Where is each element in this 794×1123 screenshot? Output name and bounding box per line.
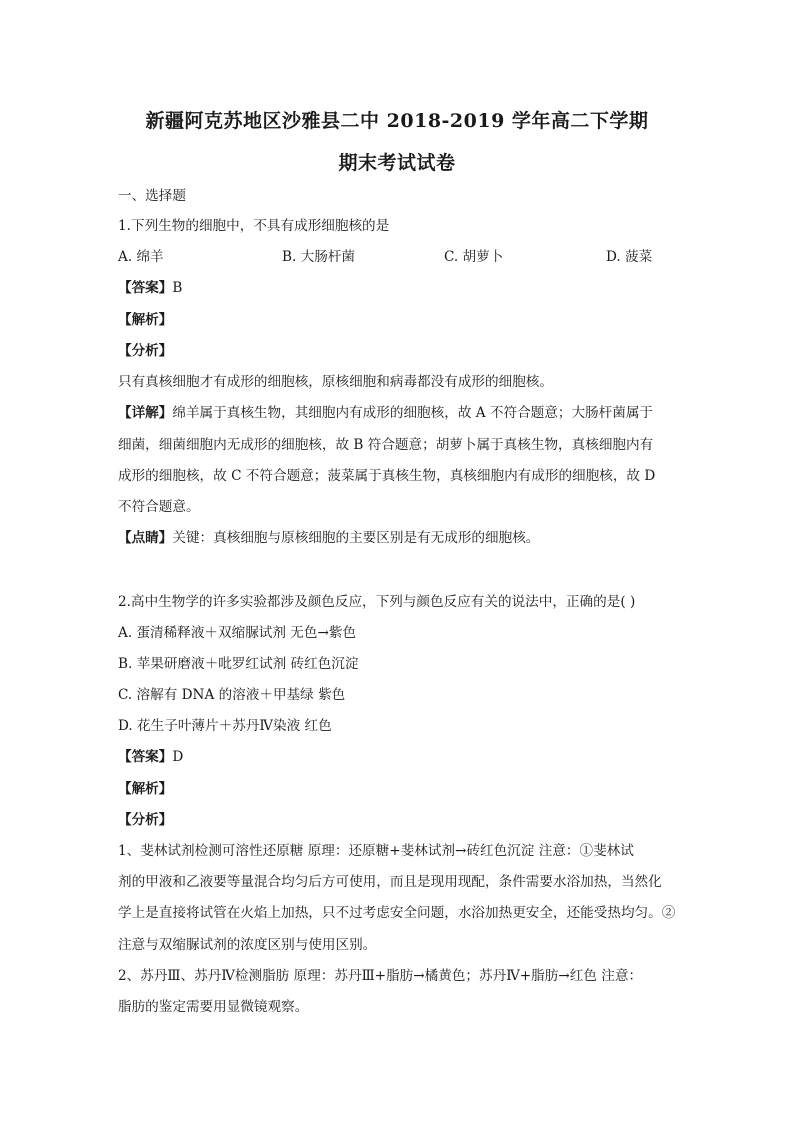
document-title-line2: 期末考试试卷 [338, 152, 456, 174]
q1-xiangjie-line3: 成形的细胞核，故 C 不符合题意；菠菜属于真核生物，真核细胞内有成形的细胞核，故 D [118, 468, 656, 484]
q2-fenxi-line3: 学上是直接将试管在火焰上加热，只不过考虑安全问题，水浴加热更安全，还能受热均匀。② [118, 905, 676, 921]
q2-option-a: A. 蛋清稀释液＋双缩脲试剂 无色→紫色 [118, 625, 357, 641]
xiangjie-label: 【详解】 [118, 405, 173, 421]
q1-option-b: B. 大肠杆菌 [282, 249, 356, 265]
answer-value: B [172, 280, 183, 296]
q2-fenxi-line2: 剂的甲液和乙液要等量混合均匀后方可使用，而且是现用现配，条件需要水浴加热，当然化 [118, 874, 662, 890]
q2-option-d: D. 花生子叶薄片＋苏丹Ⅳ染液 红色 [118, 718, 332, 734]
q2-fenxi-label: 【分析】 [118, 812, 173, 828]
q1-option-c: C. 胡萝卜 [444, 249, 504, 265]
q1-option-a: A. 绵羊 [118, 249, 164, 265]
q1-jiexi-label: 【解析】 [118, 312, 173, 328]
q2-fenxi-line4: 注意与双缩脲试剂的浓度区别与使用区别。 [118, 937, 377, 953]
q1-fenxi-text: 只有真核细胞才有成形的细胞核，原核细胞和病毒都没有成形的细胞核。 [118, 374, 553, 390]
answer-value: D [172, 749, 184, 765]
q2-fenxi-line5: 2、苏丹Ⅲ、苏丹Ⅳ检测脂肪 原理：苏丹Ⅲ+脂肪→橘黄色；苏丹Ⅳ+脂肪→红色 注意： [118, 968, 643, 984]
q2-answer [118, 747, 688, 767]
q2-jiexi-label: 【解析】 [118, 781, 173, 797]
q1-xiangjie-line4: 不符合题意。 [118, 499, 200, 515]
xiangjie-text: 绵羊属于真核生物，其细胞内有成形的细胞核，故 A 不符合题意；大肠杆菌属于 [172, 405, 654, 421]
document-title-line1: 新疆阿克苏地区沙雅县二中 2018-2019 学年高二下学期 [145, 110, 649, 132]
q1-fenxi-label: 【分析】 [118, 343, 173, 359]
q1-stem: 1.下列生物的细胞中，不具有成形细胞核的是 [118, 218, 390, 234]
dianjing-text: 关键：真核细胞与原核细胞的主要区别是有无成形的细胞核。 [172, 530, 540, 546]
q1-answer [118, 278, 688, 298]
q1-xiangjie-line1 [118, 403, 688, 423]
q1-option-d: D. 菠菜 [606, 249, 653, 265]
answer-label: 【答案】 [118, 280, 173, 296]
q2-stem: 2.高中生物学的许多实验都涉及颜色反应，下列与颜色反应有关的说法中，正确的是( ) [118, 594, 636, 610]
q2-fenxi-line6: 脂肪的鉴定需要用显微镜观察。 [118, 999, 309, 1015]
q1-dianjing [118, 528, 688, 548]
q2-option-b: B. 苹果研磨液＋吡罗红试剂 砖红色沉淀 [118, 656, 359, 672]
answer-label: 【答案】 [118, 749, 173, 765]
section-heading: 一、选择题 [118, 188, 186, 204]
q2-option-c: C. 溶解有 DNA 的溶液＋甲基绿 紫色 [118, 687, 346, 703]
q1-xiangjie-line2: 细菌，细菌细胞内无成形的细胞核，故 B 符合题意；胡萝卜属于真核生物，真核细胞内有 [118, 437, 654, 453]
dianjing-label: 【点睛】 [118, 530, 173, 546]
q2-fenxi-line1: 1、斐林试剂检测可溶性还原糖 原理：还原糖+斐林试剂→砖红色沉淀 注意：①斐林试 [118, 843, 634, 859]
